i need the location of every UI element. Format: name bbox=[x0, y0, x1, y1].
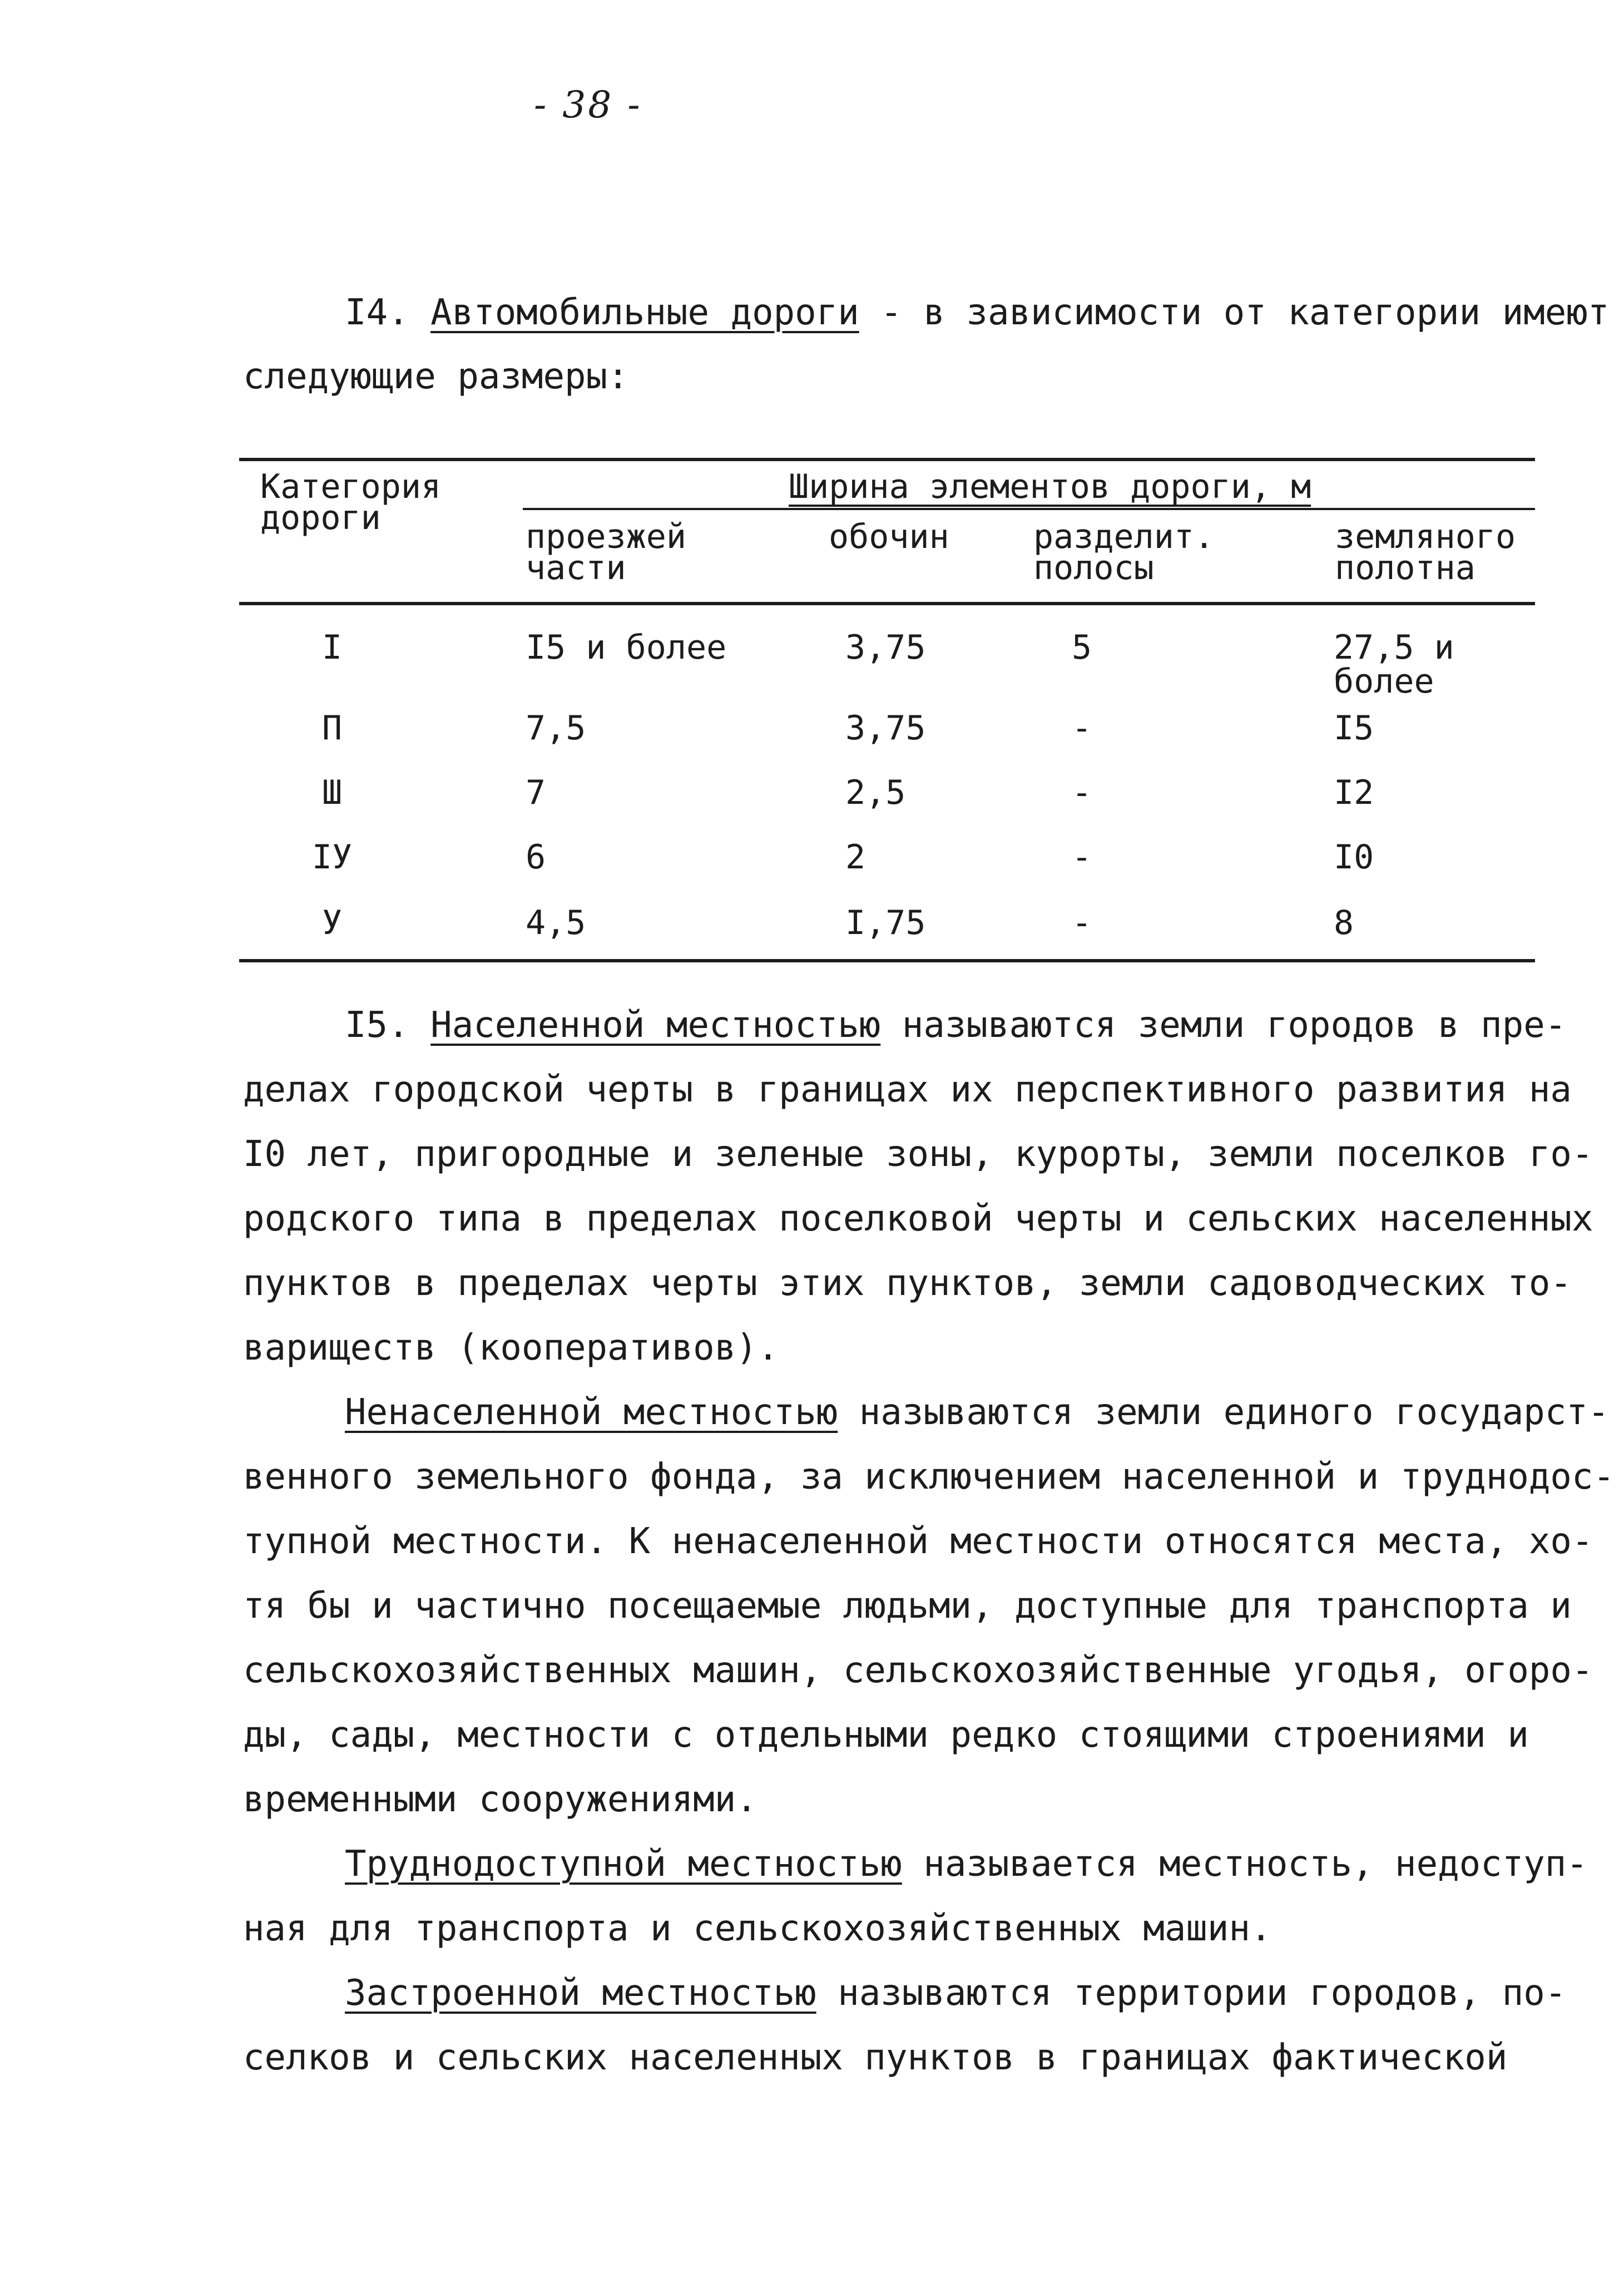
section-15-line: I0 лет, пригородные и зеленые зоны, курорты, земли поселков го- bbox=[243, 1134, 1593, 1175]
row-category: IУ bbox=[311, 838, 353, 877]
uninhabited-line: венного земельного фонда, за исключением населенной и труднодос- bbox=[243, 1456, 1615, 1498]
section-15-line: вариществ (кооперативов). bbox=[243, 1327, 779, 1368]
row-roadbed: 8 bbox=[1334, 903, 1354, 942]
uninhabited-line: тя бы и частично посещаемые людьми, доступные для транспорта и bbox=[243, 1585, 1572, 1627]
uninhabited-line: временными сооружениями. bbox=[243, 1779, 757, 1820]
section-14-term: Автомобильные дороги bbox=[430, 292, 859, 333]
header-group-title bbox=[789, 467, 1311, 506]
built-up-line-1-rest: называются территории городов, по- bbox=[816, 1973, 1567, 2014]
built-up-term: Застроенной местностью bbox=[345, 1973, 816, 2014]
row-carriageway: 4,5 bbox=[526, 903, 586, 942]
page-number: - 38 - bbox=[534, 83, 642, 126]
row-shoulders: 2,5 bbox=[845, 773, 906, 812]
section-15-line-1-rest: называются земли городов в пре- bbox=[880, 1005, 1567, 1046]
row-carriageway: 6 bbox=[526, 838, 546, 877]
row-roadbed: 27,5 и bbox=[1334, 628, 1454, 667]
header-divider-line-2: полосы bbox=[1033, 548, 1154, 587]
row-carriageway: I5 и более bbox=[526, 628, 727, 667]
row-divider: - bbox=[1071, 838, 1092, 877]
header-category-line-1: Категория bbox=[260, 467, 442, 506]
header-divider-line-1: разделит. bbox=[1033, 517, 1215, 556]
built-up-line-1 bbox=[345, 1971, 1566, 2015]
header-carriageway-line-2: части bbox=[526, 548, 626, 587]
hard-to-reach-term: Труднодоступной местностью bbox=[345, 1844, 902, 1885]
row-category: У bbox=[321, 903, 343, 942]
section-14-line-2: следующие размеры: bbox=[243, 356, 629, 397]
table-header-rule bbox=[239, 602, 1535, 605]
uninhabited-line: ды, сады, местности с отдельными редко стоящими строениями и bbox=[243, 1714, 1529, 1756]
header-roadbed-line-1: земляного bbox=[1335, 517, 1516, 556]
row-roadbed-line-2: более bbox=[1334, 662, 1434, 701]
uninhabited-line: тупной местности. К ненаселенной местности относятся места, хо- bbox=[243, 1521, 1593, 1562]
uninhabited-line-1-rest: называются земли единого государст- bbox=[838, 1392, 1610, 1433]
section-15-line: родского типа в пределах поселковой черты и сельских населенных bbox=[243, 1198, 1593, 1239]
row-category: Ш bbox=[321, 773, 343, 812]
section-14-line-1-rest: - в зависимости от категории имеют bbox=[859, 292, 1610, 333]
row-category: П bbox=[321, 709, 343, 748]
row-shoulders: 3,75 bbox=[845, 709, 926, 748]
row-carriageway: 7 bbox=[526, 773, 546, 812]
row-category: I bbox=[321, 628, 343, 667]
row-roadbed: I2 bbox=[1334, 773, 1374, 812]
header-carriageway-line-1: проезжей bbox=[526, 517, 686, 556]
row-divider: 5 bbox=[1071, 628, 1092, 667]
uninhabited-line: сельскохозяйственных машин, сельскохозяйственные угодья, огоро- bbox=[243, 1650, 1593, 1691]
table-bottom-rule bbox=[239, 959, 1535, 962]
row-shoulders: I,75 bbox=[845, 903, 926, 942]
hard-to-reach-line-1 bbox=[345, 1842, 1588, 1886]
uninhabited-line-1 bbox=[345, 1390, 1609, 1435]
built-up-line: селков и сельских населенных пунктов в границах фактической bbox=[243, 2037, 1508, 2078]
header-category-line-2: дороги bbox=[260, 498, 381, 537]
hard-to-reach-line-1-rest: называется местность, недоступ- bbox=[902, 1844, 1588, 1885]
row-roadbed: I0 bbox=[1334, 838, 1374, 877]
section-15-term: Населенной местностью bbox=[430, 1005, 881, 1046]
uninhabited-term: Ненаселенной местностью bbox=[345, 1392, 838, 1433]
table-top-rule bbox=[239, 458, 1535, 461]
row-carriageway: 7,5 bbox=[526, 709, 586, 748]
section-15-line-1 bbox=[345, 1003, 1566, 1047]
section-15-line: делах городской черты в границах их перспективного развития на bbox=[243, 1069, 1572, 1110]
header-group-title-text: Ширина элементов дороги, м bbox=[789, 467, 1311, 506]
table-group-rule bbox=[523, 508, 1535, 510]
row-shoulders: 3,75 bbox=[845, 628, 926, 667]
row-divider: - bbox=[1071, 773, 1092, 812]
section-15-line: пунктов в пределах черты этих пунктов, земли садоводческих то- bbox=[243, 1263, 1572, 1304]
row-divider: - bbox=[1071, 709, 1092, 748]
section-15-number: I5. bbox=[345, 1005, 409, 1046]
hard-to-reach-line: ная для транспорта и сельскохозяйственных машин. bbox=[243, 1908, 1272, 1949]
section-14-number: I4. bbox=[345, 292, 409, 333]
row-shoulders: 2 bbox=[845, 838, 866, 877]
header-shoulders: обочин bbox=[829, 517, 949, 556]
header-roadbed-line-2: полотна bbox=[1335, 548, 1476, 587]
section-14-line-1 bbox=[345, 290, 1609, 335]
row-divider: - bbox=[1071, 903, 1092, 942]
row-roadbed: I5 bbox=[1334, 709, 1374, 748]
